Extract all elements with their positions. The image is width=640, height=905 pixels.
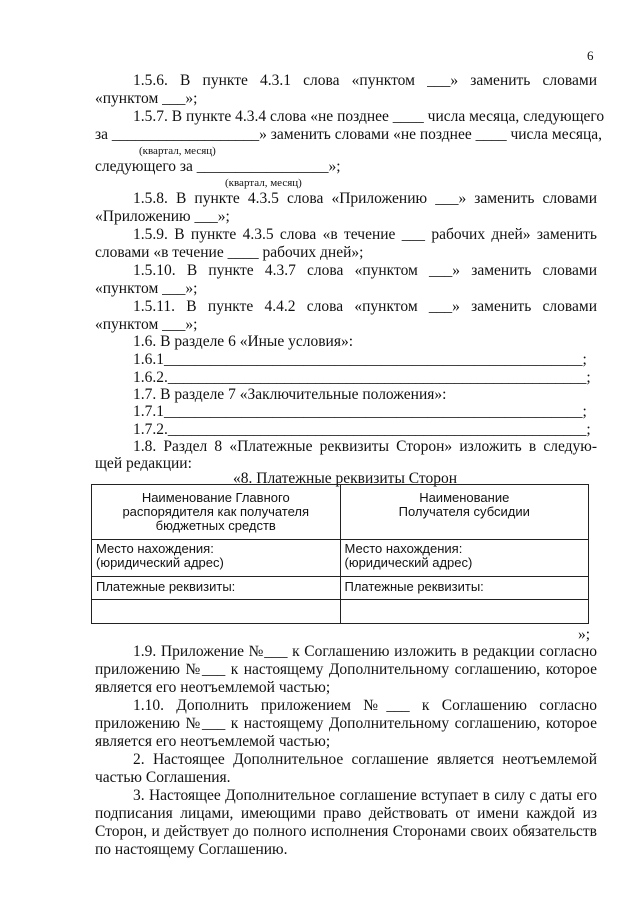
text-line: 1.10. Дополнить приложением №___ к Соглашению согласно bbox=[133, 697, 597, 714]
header-cell-right: Наименование Получателя субсидии bbox=[340, 485, 589, 540]
text-line: приложению №___ к настоящему Дополнительному соглашению, которое bbox=[95, 715, 597, 732]
address-cell-left: Место нахождения: (юридический адрес) bbox=[92, 540, 341, 577]
text-line: «пунктом ___»; bbox=[95, 280, 198, 297]
text-line: «пунктом ___»; bbox=[95, 316, 198, 333]
table-row bbox=[92, 485, 589, 540]
section-heading: 1.7. В разделе 7 «Заключительные положения»: bbox=[133, 386, 447, 403]
payment-details-table bbox=[91, 484, 589, 624]
text-line: является его неотъемлемой частью; bbox=[95, 733, 331, 750]
text-line: «Приложению ___»; bbox=[95, 208, 230, 225]
section-heading: 1.6. В разделе 6 «Иные условия»: bbox=[133, 333, 354, 350]
text-line: частью Соглашения. bbox=[95, 769, 231, 786]
closing-quote: »; bbox=[578, 626, 591, 643]
text-line: по настоящему Соглашению. bbox=[95, 841, 288, 858]
address-cell-right: Место нахождения: (юридический адрес) bbox=[340, 540, 589, 577]
payment-cell-left: Платежные реквизиты: bbox=[92, 577, 341, 600]
blank-line: 1.7.1______________________________________________________; bbox=[133, 403, 587, 420]
table-row bbox=[92, 600, 589, 624]
header-cell-left: Наименование Главного распорядителя как получателя бюджетных средств bbox=[92, 485, 341, 540]
table-row bbox=[92, 577, 589, 600]
text-line: 1.5.9. В пункте 4.3.5 слова «в течение ___ рабочих дней» заменить bbox=[133, 226, 597, 243]
text-line: 1.8. Раздел 8 «Платежные реквизиты Сторон» изложить в следую- bbox=[133, 438, 597, 455]
table-row bbox=[92, 540, 589, 577]
text-line: Сторон, и действует до полного исполнения Сторонами своих обязательств bbox=[95, 823, 597, 840]
text-line: 3. Настоящее Дополнительное соглашение вступает в силу с даты его bbox=[133, 787, 597, 804]
text-line: 2. Настоящее Дополнительное соглашение является неотъемлемой bbox=[133, 751, 597, 768]
text-line: «пунктом ___»; bbox=[95, 90, 198, 107]
field-note: (квартал, месяц) bbox=[225, 177, 302, 189]
text-line: 1.5.10. В пункте 4.3.7 слова «пунктом ___» заменить словами bbox=[133, 262, 597, 279]
text-line: за ___________________» заменить словами «не позднее ____ числа месяца, bbox=[95, 126, 603, 143]
text-line: следующего за _________________»; bbox=[95, 158, 341, 175]
blank-line: 1.7.2.______________________________________________________; bbox=[133, 421, 591, 438]
text-line: 1.5.8. В пункте 4.3.5 слова «Приложению ___» заменить словами bbox=[133, 190, 597, 207]
empty-cell bbox=[340, 600, 589, 624]
blank-line: 1.6.1______________________________________________________; bbox=[133, 351, 587, 368]
field-note: (квартал, месяц) bbox=[139, 145, 216, 157]
text-line: словами «в течение ____ рабочих дней»; bbox=[95, 244, 364, 261]
text-line: является его неотъемлемой частью; bbox=[95, 679, 331, 696]
text-line: приложению №___ к настоящему Дополнительному соглашению, которое bbox=[95, 661, 597, 678]
table-title: «8. Платежные реквизиты Сторон bbox=[233, 470, 457, 487]
payment-cell-right: Платежные реквизиты: bbox=[340, 577, 589, 600]
text-line: 1.5.6. В пункте 4.3.1 слова «пунктом ___» заменить словами bbox=[133, 72, 597, 89]
text-line: 1.9. Приложение №___ к Соглашению изложить в редакции согласно bbox=[133, 643, 597, 660]
page-number: 6 bbox=[587, 48, 594, 63]
text-line: подписания лицами, имеющими право действовать от имени каждой из bbox=[95, 805, 597, 822]
text-line: 1.5.11. В пункте 4.4.2 слова «пунктом ___» заменить словами bbox=[133, 298, 597, 315]
text-line: 1.5.7. В пункте 4.3.4 слова «не позднее ____ числа месяца, следующего bbox=[133, 108, 605, 125]
empty-cell bbox=[92, 600, 341, 624]
blank-line: 1.6.2.______________________________________________________; bbox=[133, 369, 591, 386]
text-line: щей редакции: bbox=[95, 455, 192, 472]
